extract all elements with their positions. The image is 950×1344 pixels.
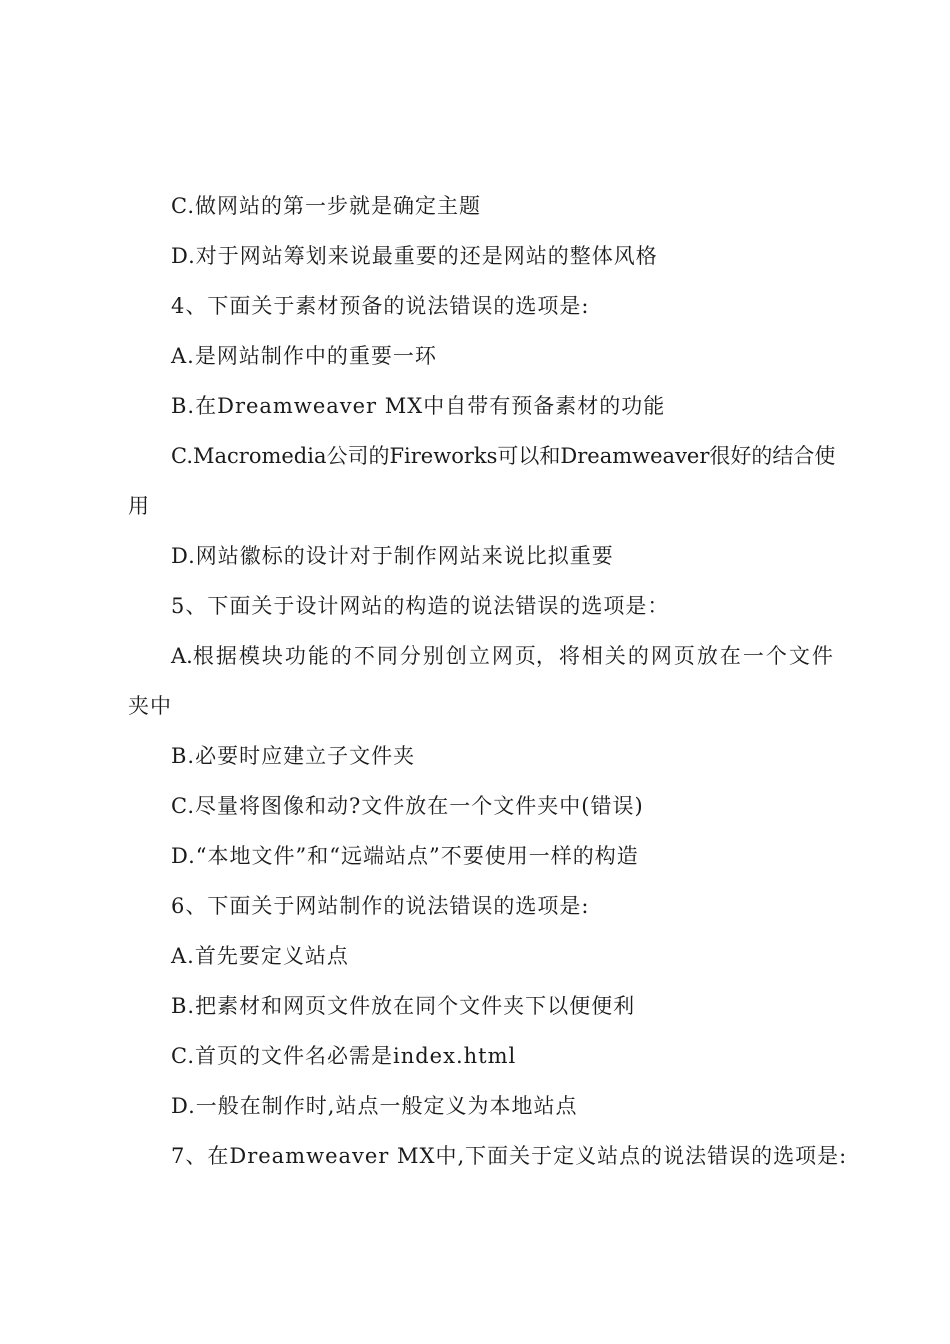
- q5-question: 5、下面关于设计网站的构造的说法错误的选项是：: [171, 594, 670, 618]
- q4-option-c-continuation: 用: [128, 494, 150, 518]
- q6-question: 6、下面关于网站制作的说法错误的选项是:: [171, 894, 590, 918]
- q5-option-b: B.必要时应建立子文件夹: [171, 744, 416, 768]
- q4-option-c: C.Macromedia 公 司 的 Fireworks 可 以 和 Dreamweaver 很 好 的 结 合 使: [171, 444, 836, 468]
- q5-option-c: C.尽量将图像和动?文件放在一个文件夹中(错误): [171, 794, 644, 818]
- q3-option-c: C.做网站的第一步就是确定主题: [171, 194, 481, 218]
- q7-question: 7、在Dreamweaver MX中,下面关于定义站点的说法错误的选项是:: [171, 1144, 848, 1168]
- q4-option-b: B.在Dreamweaver MX中自带有预备素材的功能: [171, 394, 666, 418]
- q5-option-d: D.“本地文件”和“远端站点”不要使用一样的构造: [171, 844, 639, 868]
- q4-option-d: D.网站徽标的设计对于制作网站来说比拟重要: [171, 544, 614, 568]
- q5-option-a: A.根 据 模 块 功 能 的 不 同 分 别 创 立 网 页， 将 相 关 的 网 页 放 在 一 个 文 件: [171, 644, 833, 668]
- q4-option-a: A.是网站制作中的重要一环: [171, 344, 437, 368]
- q6-option-a: A.首先要定义站点: [171, 944, 349, 968]
- q6-option-d: D.一般在制作时,站点一般定义为本地站点: [171, 1094, 578, 1118]
- q3-option-d: D.对于网站筹划来说最重要的还是网站的整体风格: [171, 244, 658, 268]
- q6-option-b: B.把素材和网页文件放在同个文件夹下以便便利: [171, 994, 636, 1018]
- q5-option-a-continuation: 夹中: [128, 694, 172, 718]
- q6-option-c: C.首页的文件名必需是index.html: [171, 1044, 517, 1068]
- q4-question: 4、下面关于素材预备的说法错误的选项是:: [171, 294, 590, 318]
